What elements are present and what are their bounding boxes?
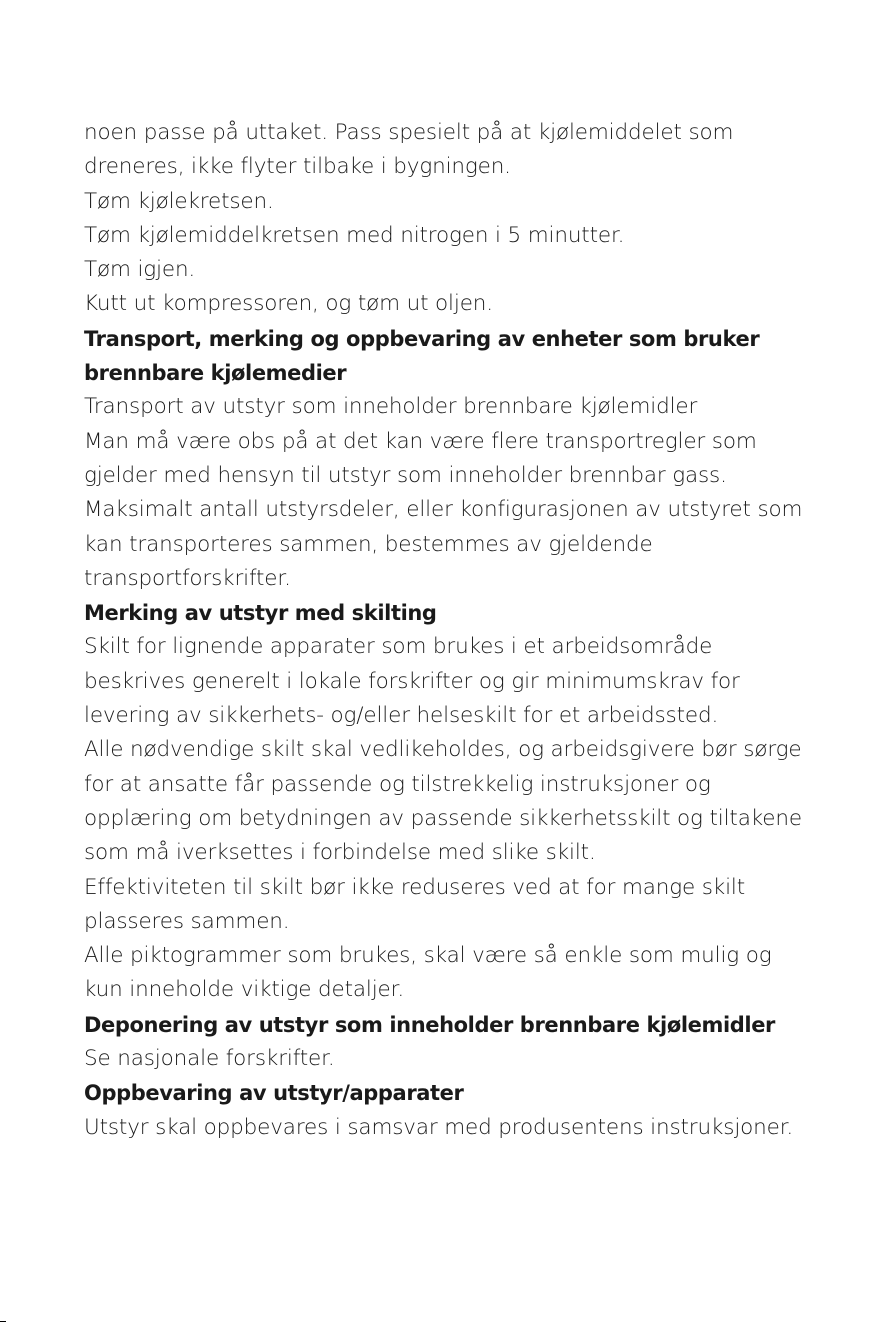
page-corner-mark xyxy=(0,1321,6,1322)
text-line: kan transporteres sammen, bestemmes av gjeldende xyxy=(84,531,653,557)
text-line: levering av sikkerhets- og/eller helseskilt for et arbeidssted. xyxy=(84,703,719,729)
text-line: som må iverksettes i forbindelse med slike skilt. xyxy=(84,840,596,866)
section-heading: Merking av utstyr med skilting xyxy=(84,601,437,626)
text-line: Se nasjonale forskrifter. xyxy=(84,1046,335,1072)
text-line: kun inneholde viktige detaljer. xyxy=(84,977,405,1003)
text-line: Tøm igjen. xyxy=(84,257,196,283)
text-line: transportforskrifter. xyxy=(84,565,291,591)
text-line: Kutt ut kompressoren, og tøm ut oljen. xyxy=(84,291,493,317)
text-line: Maksimalt antall utstyrsdeler, eller konfigurasjonen av utstyret som xyxy=(84,497,803,523)
text-line: Alle nødvendige skilt skal vedlikeholdes, og arbeidsgivere bør sørge xyxy=(84,737,802,763)
text-line: opplæring om betydningen av passende sikkerhetsskilt og tiltakene xyxy=(84,805,802,831)
section-heading: Deponering av utstyr som inneholder brennbare kjølemidler xyxy=(84,1012,775,1037)
text-line: noen passe på uttaket. Pass spesielt på at kjølemiddelet som xyxy=(84,120,734,145)
text-line: Man må være obs på at det kan være flere transportregler som xyxy=(84,428,757,454)
text-line: Skilt for lignende apparater som brukes i et arbeidsområde xyxy=(84,634,713,660)
text-line: Alle piktogrammer som brukes, skal være så enkle som mulig og xyxy=(84,943,772,969)
text-line: gjelder med hensyn til utstyr som inneholder brennbar gass. xyxy=(84,462,727,488)
text-line: Effektiviteten til skilt bør ikke reduseres ved at for mange skilt xyxy=(84,874,746,900)
section-heading: brennbare kjølemedier xyxy=(84,361,347,386)
text-line: beskrives generelt i lokale forskrifter og gir minimumskrav for xyxy=(84,668,740,694)
section-heading: Transport, merking og oppbevaring av enheter som bruker xyxy=(84,326,760,351)
text-line: Tøm kjølemiddelkretsen med nitrogen i 5 minutter. xyxy=(84,222,625,248)
text-line: Transport av utstyr som inneholder brennbare kjølemidler xyxy=(84,394,698,420)
text-line: dreneres, ikke flyter tilbake i bygningen. xyxy=(84,154,511,180)
text-line: Utstyr skal oppbevares i samsvar med produsentens instruksjoner. xyxy=(84,1114,794,1140)
document-page xyxy=(84,116,884,1145)
section-heading: Oppbevaring av utstyr/apparater xyxy=(84,1081,464,1106)
text-line: plasseres sammen. xyxy=(84,908,290,934)
text-line: Tøm kjølekretsen. xyxy=(84,188,274,214)
text-line: for at ansatte får passende og tilstrekkelig instruksjoner og xyxy=(84,771,711,797)
